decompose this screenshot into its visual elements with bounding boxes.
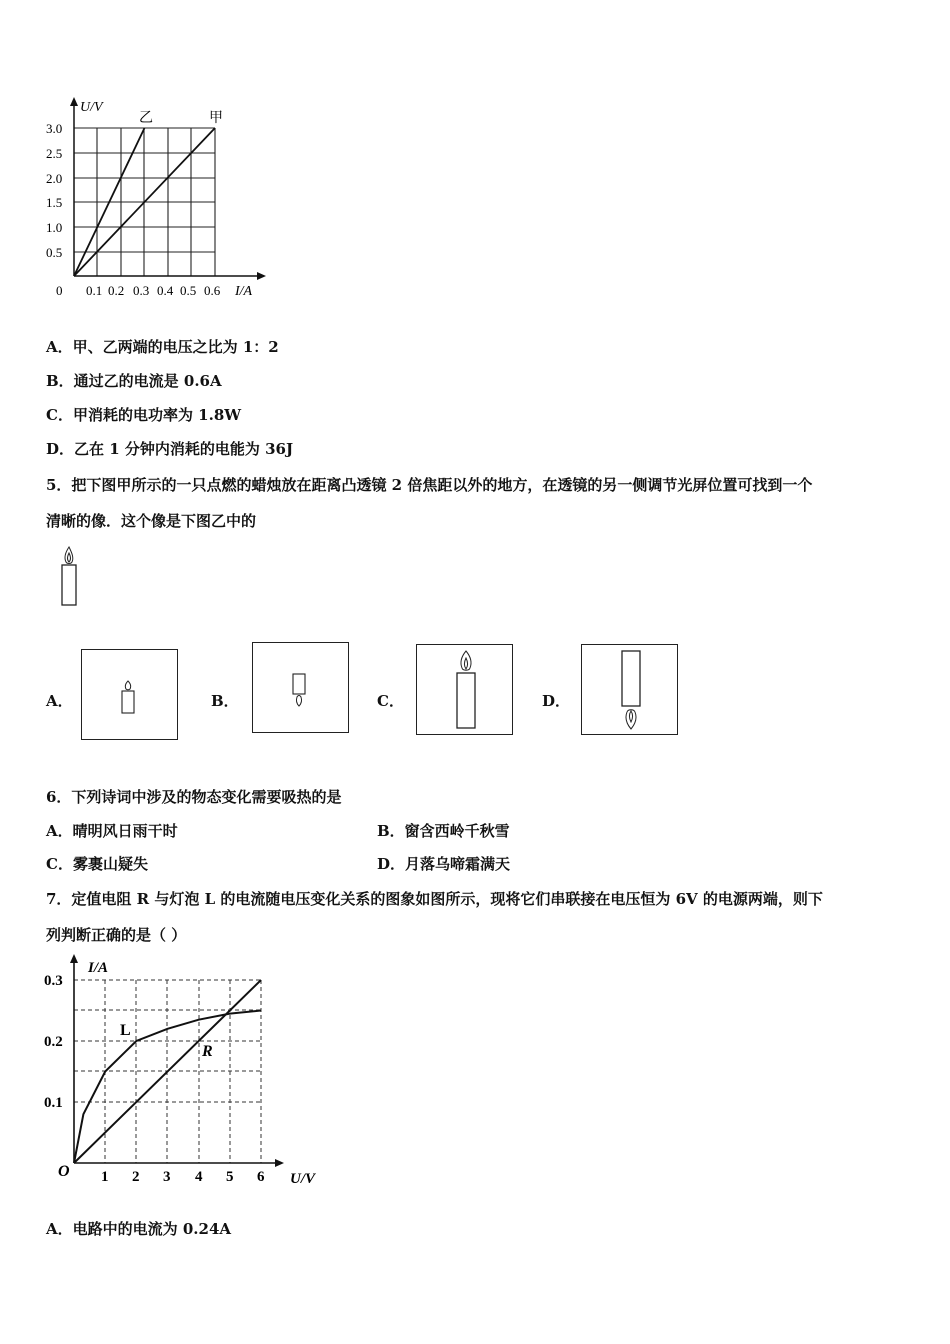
q7-y-tick: 0.2 (44, 1034, 63, 1050)
q5-stem-line1: 5．把下图甲所示的一只点燃的蜡烛放在距离凸透镜 2 倍焦距以外的地方，在透镜的另一侧调节光屏位置可找到一个 (46, 476, 813, 494)
q5-option-c-box (416, 644, 513, 735)
q4-y-arrow (70, 97, 78, 106)
q6-option-a: A．晴明风日雨干时 (46, 822, 178, 840)
q4-y-tick: 1.0 (46, 220, 63, 235)
q4-x-tick: 0.1 (86, 283, 103, 298)
q6-option-b: B．窗含西岭千秋雪 (377, 822, 510, 840)
q7-stem-line1: 7．定值电阻 R 与灯泡 L 的电流随电压变化关系的图象如图所示，现将它们串联接在电压恒为 6V 的电源两端，则下 (46, 890, 823, 908)
q7-y-arrow (70, 954, 78, 963)
q4-ui-graph (40, 95, 280, 310)
flame-icon (626, 710, 636, 729)
q5-candle-original (56, 545, 82, 609)
q5-option-d-box (581, 644, 678, 735)
q4-y-tick: 3.0 (46, 121, 63, 136)
flame-icon (65, 547, 73, 564)
q7-y-tick: 0.3 (44, 973, 63, 989)
q4-option-a: A．甲、乙两端的电压之比为 1：2 (46, 338, 279, 356)
q4-x-tick: 0.4 (157, 283, 174, 298)
q4-series-label-jia: 甲 (209, 111, 223, 126)
q5-option-c-candle (453, 649, 479, 731)
q4-x-tick: 0.3 (133, 283, 150, 298)
q7-x-tick: 3 (163, 1169, 171, 1185)
q7-x-tick: 2 (132, 1169, 140, 1185)
q7-y-tick: 0.1 (44, 1095, 63, 1111)
q4-y-tick: 0.5 (46, 245, 63, 260)
candle-body (62, 565, 76, 605)
flame-icon (461, 651, 471, 670)
q7-origin-label: O (58, 1163, 70, 1180)
q5-option-d-label: D． (542, 692, 571, 710)
q5-stem-line2: 清晰的像．这个像是下图乙中的 (46, 512, 257, 530)
q6-stem: 6．下列诗词中涉及的物态变化需要吸热的是 (46, 788, 342, 806)
q4-option-c: C．甲消耗的电功率为 1.8W (46, 406, 242, 424)
q7-iu-graph (40, 950, 340, 1190)
flame-icon (125, 681, 130, 690)
q7-x-tick: 5 (226, 1169, 234, 1185)
q4-y-tick: 2.5 (46, 146, 63, 161)
q4-option-b: B．通过乙的电流是 0.6A (46, 372, 222, 390)
candle-body (293, 674, 305, 694)
q4-y-tick: 1.5 (46, 195, 63, 210)
q4-origin-label: 0 (56, 283, 63, 298)
candle-body (122, 691, 134, 713)
q5-option-a-label: A． (46, 692, 73, 710)
q5-option-b-label: B． (211, 692, 239, 710)
candle-body (457, 673, 475, 728)
q4-x-tick: 0.2 (108, 283, 125, 298)
q4-series-label-yi: 乙 (139, 111, 153, 126)
q7-x-tick: 4 (195, 1169, 203, 1185)
q5-option-b-candle (289, 671, 309, 709)
q7-x-axis-label: U/V (290, 1171, 316, 1187)
q7-option-a: A．电路中的电流为 0.24A (46, 1220, 232, 1238)
q7-x-tick: 6 (257, 1169, 265, 1185)
q4-x-tick: 0.6 (204, 283, 221, 298)
q7-curve-label-r: R (202, 1043, 213, 1060)
candle-body (622, 651, 640, 706)
q5-option-c-label: C． (377, 692, 404, 710)
q4-option-d: D．乙在 1 分钟内消耗的电能为 36J (46, 440, 294, 458)
q4-y-axis-label: U/V (80, 100, 103, 115)
q4-x-tick: 0.5 (180, 283, 197, 298)
q7-y-axis-label: I/A (88, 960, 109, 976)
q5-option-a-box (81, 649, 178, 740)
q5-option-b-box (252, 642, 349, 733)
q6-option-c: C．雾裹山疑失 (46, 855, 148, 873)
q7-x-tick: 1 (101, 1169, 109, 1185)
q7-x-arrow (275, 1159, 284, 1167)
q7-curve-label-l: L (120, 1022, 131, 1039)
q7-stem-line2: 列判断正确的是（ ） (46, 926, 187, 944)
flame-icon (296, 696, 301, 707)
q4-y-tick: 2.0 (46, 171, 63, 186)
q5-option-d-candle (618, 649, 644, 731)
q4-x-arrow (257, 272, 266, 280)
q5-option-a-candle (118, 680, 138, 716)
q6-option-d: D．月落乌啼霜满天 (377, 855, 511, 873)
q4-x-axis-label: I/A (235, 284, 253, 299)
